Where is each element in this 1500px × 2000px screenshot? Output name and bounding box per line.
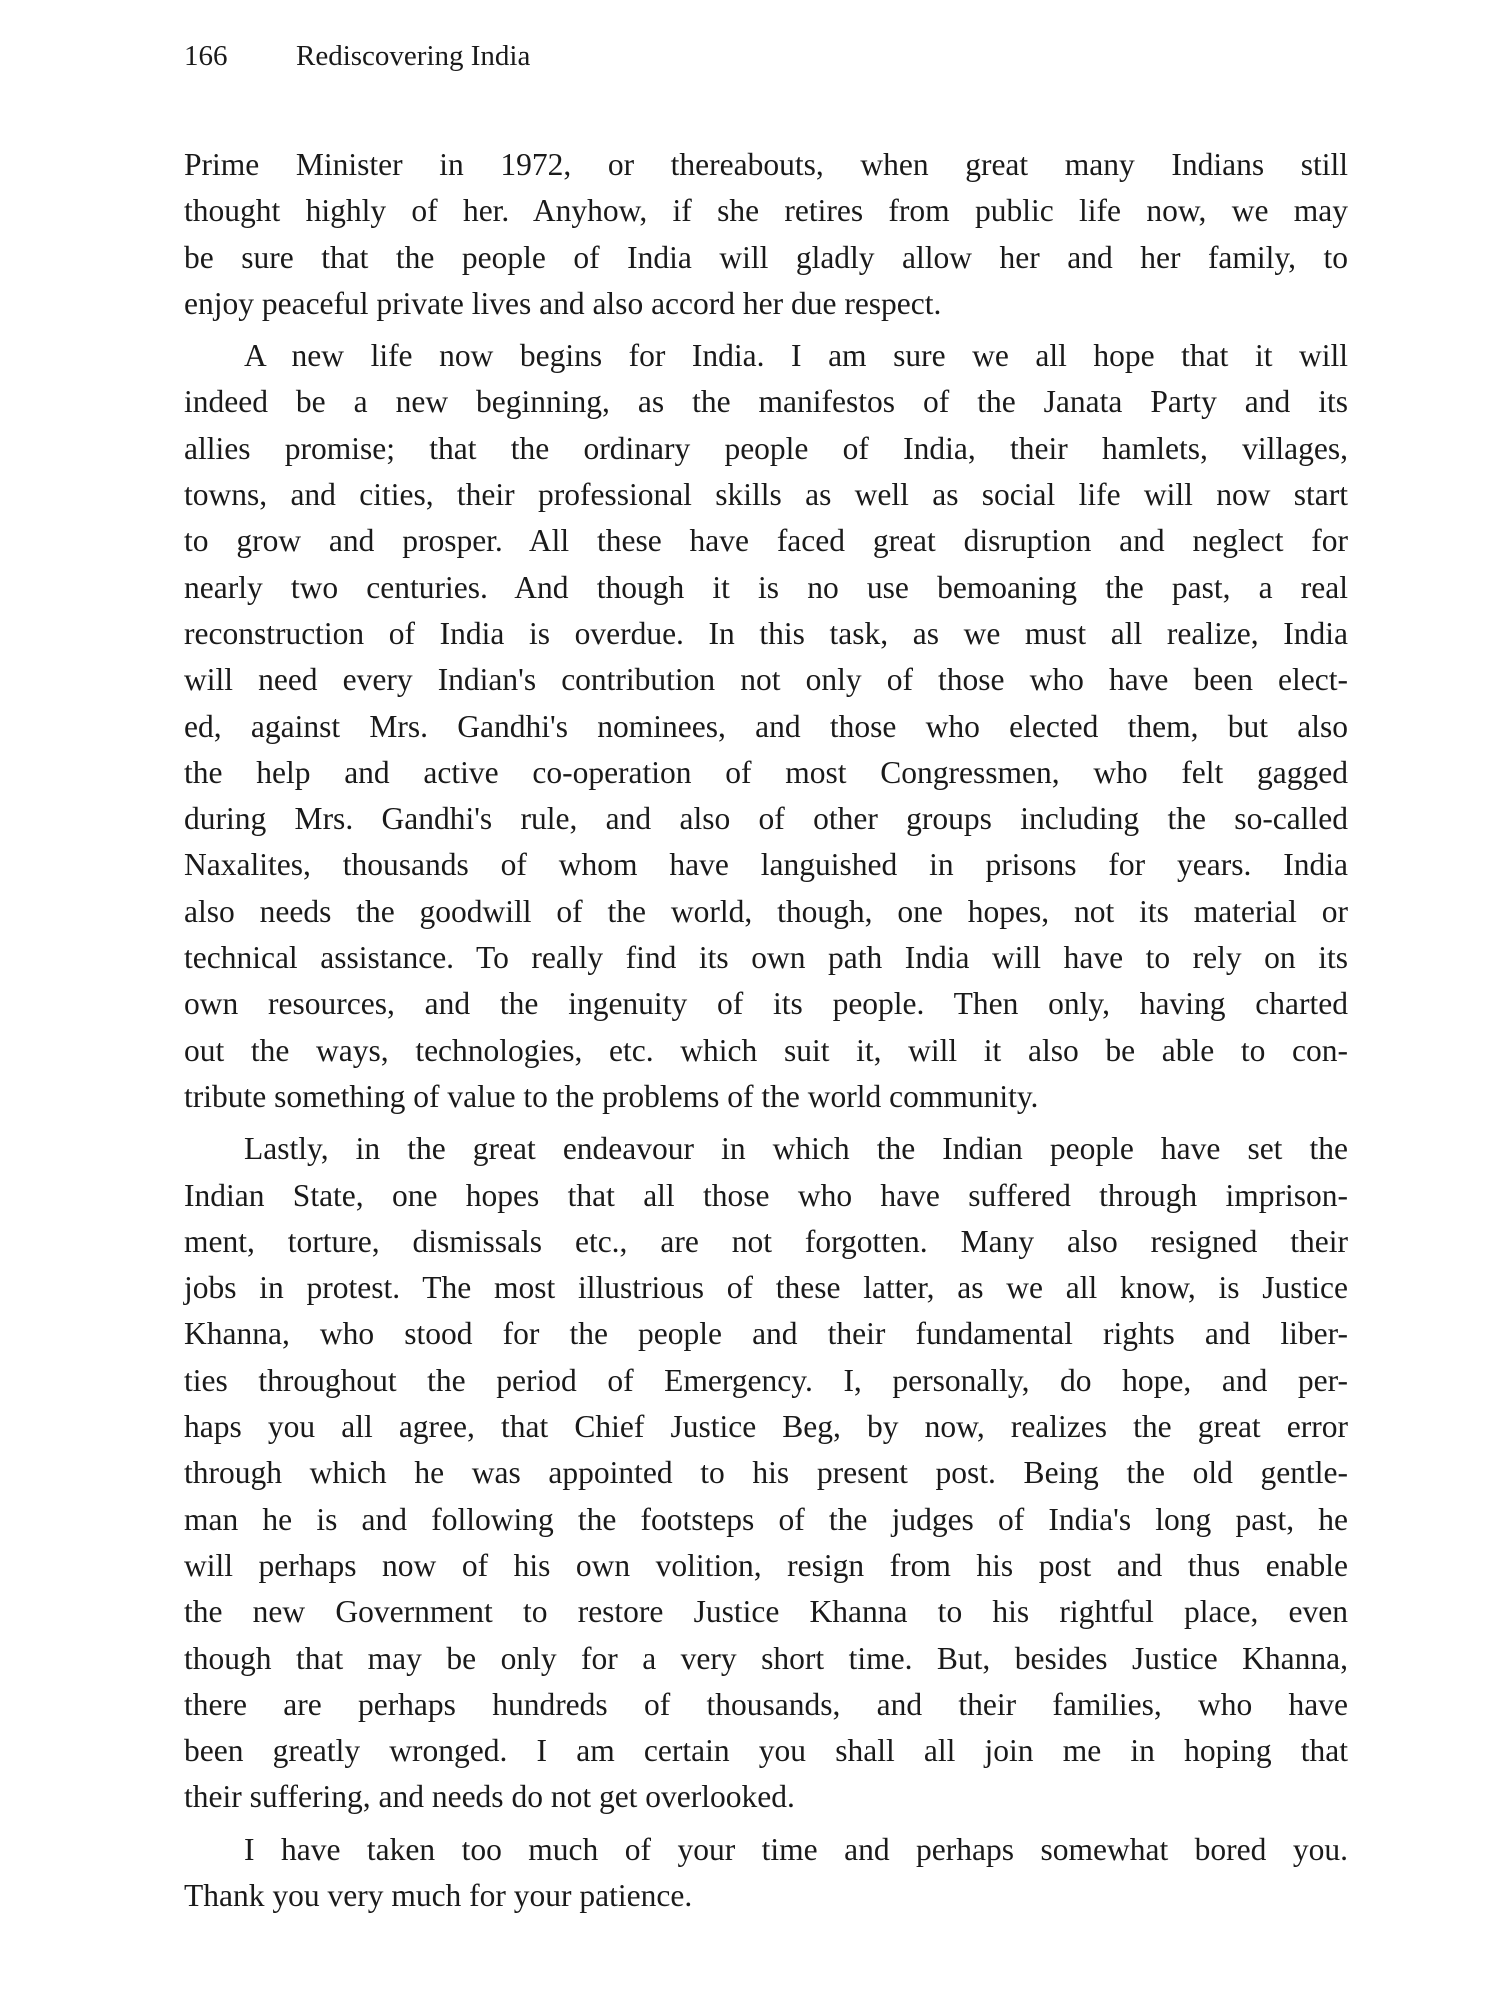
paragraph — [184, 333, 1348, 1120]
text-line: also needs the goodwill of the world, though, one hopes, not its material or — [184, 893, 1348, 929]
running-header — [184, 40, 530, 73]
text-line: indeed be a new beginning, as the manifestos of the Janata Party and its — [184, 384, 1348, 420]
text-line: during Mrs. Gandhi's rule, and also of other groups including the so-called — [184, 801, 1348, 837]
text-line: nearly two centuries. And though it is no use bemoaning the past, a real — [184, 569, 1348, 605]
text-line: haps you all agree, that Chief Justice Beg, by now, realizes the great error — [184, 1409, 1348, 1445]
text-line: reconstruction of India is overdue. In this task, as we must all realize, India — [184, 615, 1348, 651]
paragraph — [184, 1126, 1348, 1820]
text-line: Thank you very much for your patience. — [184, 1877, 693, 1913]
text-line: been greatly wronged. I am certain you shall all join me in hoping that — [184, 1733, 1348, 1769]
text-line: though that may be only for a very short time. But, besides Justice Khanna, — [184, 1640, 1348, 1676]
text-line: the help and active co-operation of most Congressmen, who felt gagged — [184, 754, 1348, 790]
text-line: Lastly, in the great endeavour in which the Indian people have set the — [244, 1131, 1348, 1167]
text-line: Indian State, one hopes that all those who have suffered through imprison- — [184, 1177, 1348, 1213]
paragraph — [184, 142, 1348, 327]
text-line: enjoy peaceful private lives and also accord her due respect. — [184, 285, 942, 321]
body-text — [184, 142, 1348, 1925]
text-line: ment, torture, dismissals etc., are not forgotten. Many also resigned their — [184, 1223, 1348, 1259]
text-line: towns, and cities, their professional skills as well as social life will now start — [184, 477, 1348, 513]
text-line: jobs in protest. The most illustrious of these latter, as we all know, is Justice — [184, 1270, 1348, 1306]
text-line: Prime Minister in 1972, or thereabouts, when great many Indians still — [184, 147, 1348, 182]
text-line: the new Government to restore Justice Khanna to his rightful place, even — [184, 1594, 1348, 1630]
text-line: technical assistance. To really find its own path India will have to rely on its — [184, 940, 1348, 976]
text-line: thought highly of her. Anyhow, if she retires from public life now, we may — [184, 193, 1348, 229]
text-line: to grow and prosper. All these have faced great disruption and neglect for — [184, 523, 1348, 559]
text-line: their suffering, and needs do not get overlooked. — [184, 1779, 795, 1815]
text-line: tribute something of value to the problems of the world community. — [184, 1078, 1039, 1114]
text-line: A new life now begins for India. I am sure we all hope that it will — [244, 338, 1348, 374]
text-line: out the ways, technologies, etc. which suit it, will it also be able to con- — [184, 1032, 1348, 1068]
page-number: 166 — [184, 40, 228, 72]
running-title: Rediscovering India — [296, 40, 531, 72]
text-line: man he is and following the footsteps of the judges of India's long past, he — [184, 1501, 1348, 1537]
paragraph — [184, 1827, 1348, 1920]
text-line: will perhaps now of his own volition, resign from his post and thus enable — [184, 1547, 1348, 1583]
text-line: allies promise; that the ordinary people of India, their hamlets, villages, — [184, 430, 1348, 466]
text-line: Naxalites, thousands of whom have languished in prisons for years. India — [184, 847, 1348, 883]
text-line: Khanna, who stood for the people and their fundamental rights and liber- — [184, 1316, 1348, 1352]
text-line: ties throughout the period of Emergency. I, personally, do hope, and per- — [184, 1362, 1348, 1398]
text-line: through which he was appointed to his present post. Being the old gentle- — [184, 1455, 1348, 1491]
text-line: ed, against Mrs. Gandhi's nominees, and those who elected them, but also — [184, 708, 1348, 744]
text-line: I have taken too much of your time and perhaps somewhat bored you. — [244, 1831, 1348, 1867]
text-line: be sure that the people of India will gladly allow her and her family, to — [184, 239, 1348, 275]
text-line: will need every Indian's contribution not only of those who have been elect- — [184, 662, 1348, 698]
text-line: there are perhaps hundreds of thousands, and their families, who have — [184, 1686, 1348, 1722]
text-line: own resources, and the ingenuity of its people. Then only, having charted — [184, 986, 1348, 1022]
